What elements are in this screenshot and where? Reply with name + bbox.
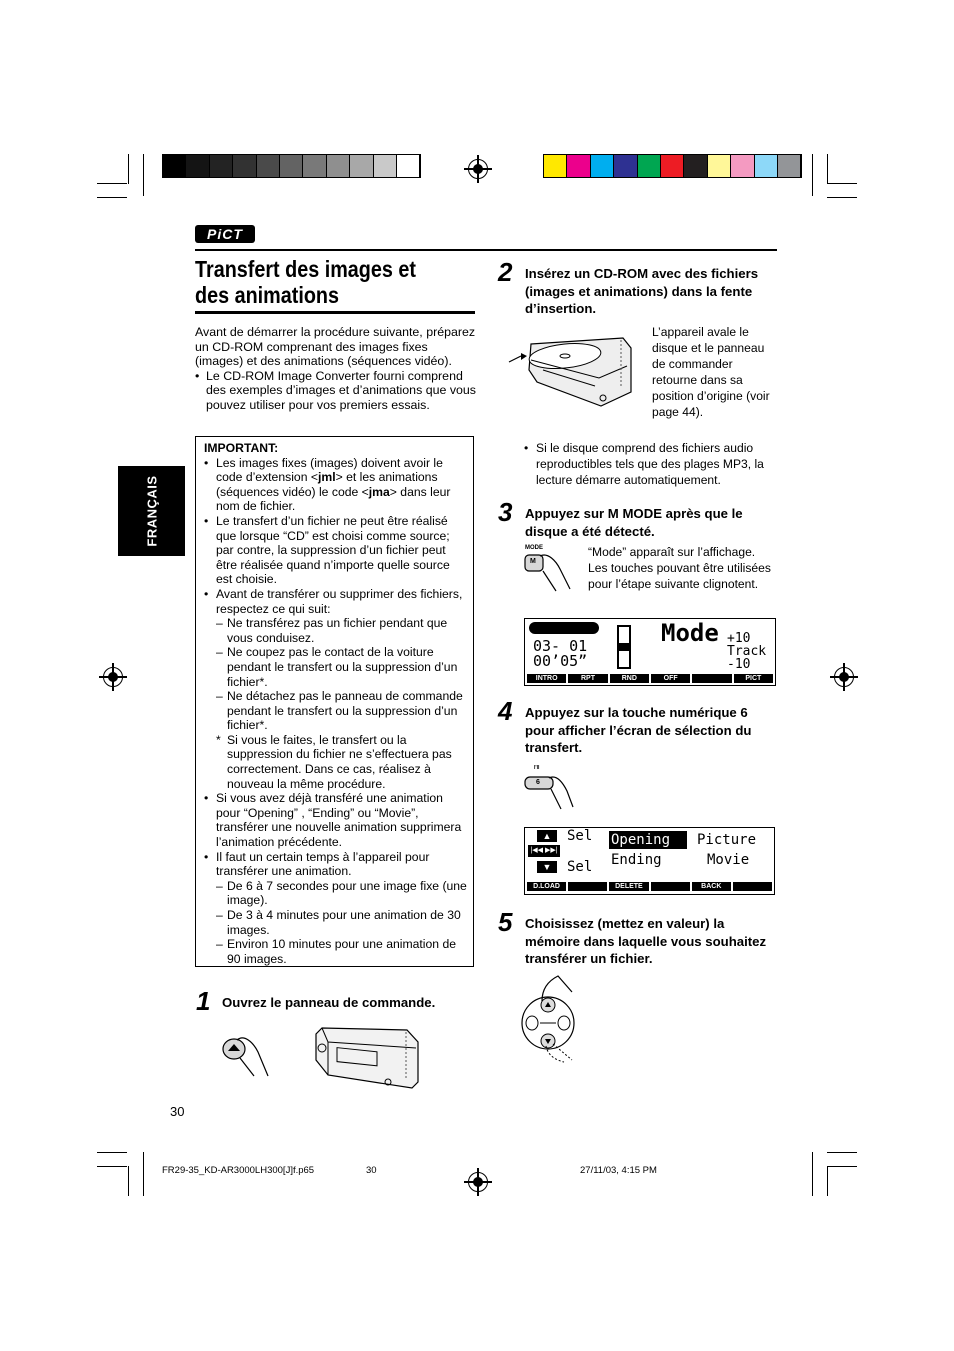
important-bullet: • Le transfert d’un fichier ne peut être réalisé que lorsque “CD” est choisi comme source; par contre, la suppression d’un fichier peut être réalisée quand n’importe quelle source est choisie. <box>204 513 450 587</box>
skip-icon: |◀◀ ▶▶| <box>528 845 560 857</box>
language-tab-label: FRANÇAIS <box>144 475 159 547</box>
important-subitem: – Ne détachez pas le panneau de commande pendant le transfert ou la suppression d’un fichier*. <box>216 689 463 733</box>
registration-mark-icon <box>468 159 488 179</box>
pict-logo: PiCT <box>195 225 255 243</box>
lcd-track: Track <box>727 644 767 659</box>
crop-mark <box>827 197 857 198</box>
lcd-ending: Ending <box>611 852 662 868</box>
up-arrow-icon: ▲ <box>537 830 557 842</box>
step-2-bullet: • Si le disque comprend des fichiers audio reproductibles tels que des plages MP3, la lecture démarre automatiquement. <box>524 440 774 488</box>
lcd-softkey: DELETE <box>609 882 648 891</box>
calibration-swatch <box>303 155 326 177</box>
lcd-mode-text: Mode <box>661 619 719 647</box>
calibration-swatch <box>708 155 731 177</box>
crop-mark <box>827 183 857 184</box>
crop-mark <box>827 1152 857 1153</box>
lcd-softkey: RND <box>610 674 649 683</box>
step-2-text: Insérez un CD-ROM avec des fichiers (images et animations) dans la fente d’insertion. <box>525 266 759 316</box>
important-title: IMPORTANT: <box>204 441 279 455</box>
calibration-swatch <box>210 155 233 177</box>
control-panel-illustration <box>312 1020 422 1092</box>
language-tab <box>118 466 185 556</box>
footer-date: 27/11/03, 4:15 PM <box>580 1165 657 1176</box>
crop-mark <box>97 1152 127 1153</box>
calibration-swatch <box>778 155 801 177</box>
lcd-softkey <box>651 882 690 891</box>
crop-mark <box>812 154 813 196</box>
important-subitem: – Ne coupez pas le contact de la voiture pendant le transfert ou la suppression d’un fichier*. <box>216 645 458 689</box>
crop-mark <box>128 1166 129 1196</box>
intro-bullet: • Le CD-ROM Image Converter fourni comprend des exemples d’images et d’animations que vous pouvez utiliser pour vos premiers essais. <box>195 368 476 412</box>
important-subitem: – Environ 10 minutes pour une animation de 90 images. <box>216 937 456 966</box>
step-4-text: Appuyez sur la touche numérique 6 pour afficher l’écran de sélection du transfert. <box>525 705 752 755</box>
intro-bullet-text: Le CD-ROM Image Converter fourni comprend des exemples d’images et d’animations que vous pouvez utiliser pour vos premiers essais. <box>206 368 476 412</box>
step-3-number: 3 <box>498 497 513 527</box>
mode-button-label: MODE <box>525 545 543 551</box>
lcd-softkey <box>733 882 772 891</box>
step-2-note: L’appareil avale le disque et le panneau de commander retourne dans sa position d’origine (voir page 44). <box>652 325 770 419</box>
lcd-picture: Picture <box>697 832 757 848</box>
lcd-softkey-row <box>527 674 773 683</box>
crop-mark <box>128 154 129 184</box>
lcd-softkey: INTRO <box>527 674 566 683</box>
crop-mark <box>143 154 144 196</box>
calibration-swatch <box>731 155 754 177</box>
lcd-softkey <box>568 882 607 891</box>
important-subitem: – De 3 à 4 minutes pour une animation de 30 images. <box>216 908 461 937</box>
lcd-line2: 00’05” <box>533 652 588 670</box>
footer-filename: FR29-35_KD-AR3000LH300[J]f.p65 <box>162 1165 315 1176</box>
calibration-swatch <box>755 155 778 177</box>
important-bullet: • Si vous avez déjà transféré une animation pour “Opening” , “Ending” ou “Movie”, transférer une nouvelle animation supprimera l’animation précédente. <box>204 791 462 850</box>
lcd-movie: Movie <box>707 852 750 868</box>
important-subitem: – Ne transférez pas un fichier pendant que vous conduisez. <box>216 616 448 645</box>
hourglass-icon <box>617 625 631 669</box>
important-bullet: • Il faut un certain temps à l’appareil pour transférer une animation. <box>204 849 430 879</box>
lcd-minus10: -10 <box>727 657 751 672</box>
lcd-softkey: BACK <box>692 882 731 891</box>
important-bullet-text: Les images fixes (images) doivent avoir le code d’extension <jml> et les animations (séquences vidéo) le code <jma> dans leur nom de fichier. <box>216 455 451 514</box>
important-subitem: – De 6 à 7 secondes pour une image fixe (une image). <box>216 878 467 908</box>
step-1-number: 1 <box>196 986 211 1016</box>
crop-mark <box>827 154 828 184</box>
lcd-sel-1: Sel <box>567 828 593 844</box>
calibration-swatch <box>280 155 303 177</box>
calibration-swatch <box>567 155 590 177</box>
calibration-swatch <box>661 155 684 177</box>
lcd-line1: 03- 01 <box>533 637 588 655</box>
cd-icon <box>529 622 599 634</box>
control-dial-illustration <box>520 972 580 1064</box>
lcd-softkey: OFF <box>651 674 690 683</box>
step-3-note: “Mode” apparaît sur l’affichage. Les touches pouvant être utilisées pour l’étape suivante clignotent. <box>588 545 771 591</box>
cd-insert-illustration <box>503 326 638 411</box>
calibration-swatch <box>350 155 373 177</box>
lcd-sel-2: Sel <box>567 859 593 875</box>
important-bullet: • Avant de transférer ou supprimer des fichiers, respectez ce qui suit: <box>204 586 463 616</box>
crop-mark <box>827 1166 857 1167</box>
intro-text: Avant de démarrer la procédure suivante, préparez un CD-ROM comprenant des images fixes (images) et des animations (séquences vidéo). <box>195 325 476 369</box>
title-rule <box>195 311 475 314</box>
lcd-softkey <box>692 674 731 683</box>
important-bullet: • Les images fixes (images) doivent avoir le code d’extension <jml> et les animations (séquences vidéo) le code <jma> dans leur nom de fichier. <box>204 456 467 514</box>
number-button-key: 6 <box>536 779 540 786</box>
page-number: 30 <box>170 1104 185 1119</box>
calibration-swatch <box>397 155 420 177</box>
important-footnote: * Si vous le faites, le transfert ou la suppression du fichier ne s’effectuera pas correctement. Dans ce cas, réalisez à nouveau la même procédure. <box>216 732 452 791</box>
calibration-swatch <box>638 155 661 177</box>
gray-calibration-bar <box>162 154 421 178</box>
number-button-label: I'II <box>534 765 540 771</box>
open-button-illustration <box>220 1032 270 1077</box>
registration-mark-icon <box>834 667 854 687</box>
calibration-swatch <box>257 155 280 177</box>
mode-button-key: M <box>530 558 536 565</box>
crop-mark <box>827 1166 828 1196</box>
step-5-text: Choisissez (mettez en valeur) la mémoire dans laquelle vous souhaitez transférer un fichier. <box>525 916 767 966</box>
footer-page: 30 <box>366 1165 377 1176</box>
step-5-number: 5 <box>498 907 513 937</box>
calibration-swatch <box>327 155 350 177</box>
crop-mark <box>97 1166 127 1167</box>
number-6-button-illustration <box>523 773 575 811</box>
calibration-swatch <box>374 155 397 177</box>
calibration-swatch <box>163 155 186 177</box>
calibration-swatch <box>591 155 614 177</box>
step-2-bullet-text: Si le disque comprend des fichiers audio reproductibles tels que des plages MP3, la lecture démarre automatiquement. <box>536 441 764 487</box>
lcd-softkey-row <box>527 882 772 891</box>
lcd-plus10: +10 <box>727 631 751 646</box>
page-title: Transfert des images et des animations <box>195 256 416 308</box>
crop-mark <box>812 1152 813 1196</box>
lcd-softkey: RPT <box>568 674 607 683</box>
calibration-swatch <box>233 155 256 177</box>
lcd-softkey: D.LOAD <box>527 882 566 891</box>
lcd-opening-highlight: Opening <box>609 831 687 849</box>
calibration-swatch <box>544 155 567 177</box>
registration-mark-icon <box>468 1172 488 1192</box>
calibration-swatch <box>684 155 707 177</box>
step-4-number: 4 <box>498 696 513 726</box>
calibration-swatch <box>186 155 209 177</box>
calibration-swatch <box>614 155 637 177</box>
intro-paragraph <box>195 325 477 413</box>
top-rule <box>195 249 777 251</box>
crop-mark <box>97 183 127 184</box>
important-box <box>195 436 474 967</box>
crop-mark <box>97 197 127 198</box>
step-3-text: Appuyez sur M MODE après que le disque a été détecté. <box>525 506 743 539</box>
lcd-mode-display <box>524 618 776 686</box>
lcd-select-display <box>524 827 775 895</box>
lcd-softkey: PICT <box>734 674 773 683</box>
down-arrow-icon: ▼ <box>537 861 557 873</box>
registration-mark-icon <box>103 667 123 687</box>
step-2-number: 2 <box>498 257 513 287</box>
color-calibration-bar <box>543 154 802 178</box>
crop-mark <box>143 1152 144 1196</box>
step-1-text: Ouvrez le panneau de commande. <box>222 995 436 1010</box>
